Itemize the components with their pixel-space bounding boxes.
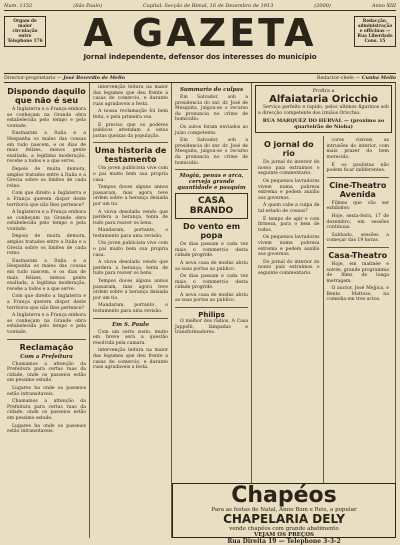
newspaper-page bbox=[4, 3, 396, 545]
chapelaria-ad bbox=[172, 483, 396, 545]
price-label: (2000) bbox=[314, 3, 331, 9]
article-headline: Dispondo daquilo que não é seu bbox=[7, 87, 86, 105]
date-line: Capital: Secção de Rimal, 16 de Dezembro de 1913 bbox=[142, 3, 274, 9]
paragraph: Os dias passam e cada vez mais o commercio desta cidade progride. bbox=[175, 242, 248, 259]
paragraph: A nova casa de modas abriu as suas portas ao publico. bbox=[175, 260, 248, 272]
staff-line bbox=[4, 74, 396, 83]
philips-ad-title: Philips bbox=[198, 311, 225, 320]
paragraph: Hoje, sexta-feira, 17 de dezembro, em sessões continuas. bbox=[326, 213, 389, 231]
article-subhead: Summario do culpas bbox=[179, 87, 244, 93]
article-subhead: Com a Prefeitura bbox=[20, 353, 73, 360]
ear-box-left: Orgam de maior circulação entre Telephone 176 bbox=[4, 16, 46, 47]
paragraph: A nossa reclamação foi bem feita, e pela primeira vez. bbox=[93, 109, 168, 120]
paragraph: Os pequenos lavradores vivem numa pobreza extrema e pedem auxilio aos governos. bbox=[258, 235, 320, 258]
paragraph: Com que direito a Inglaterra e a França querem dispor deste territorio que não lhes pertence? bbox=[7, 294, 86, 311]
ad-text: Para as festas de Natal, Anno Bom e Reis, a popular bbox=[211, 507, 357, 513]
paragraph: Os autos foram enviados ao juizo competente. bbox=[175, 124, 248, 136]
ad-address: RUA MARQUEZ DO HERVAL — (proximo ao quarteirão de Nioba) bbox=[262, 118, 385, 131]
paragraph: E os paulistas não podem ficar indiferentes. bbox=[326, 162, 389, 174]
article-headline: Uma historia de testamento bbox=[94, 146, 167, 165]
paragraph: Lugares ha onde os passeios estão intransitaveis. bbox=[7, 423, 86, 435]
paragraph: A Inglaterra e a França embora se conheçam na Grande obra estabelecida pelo tempo e pela vontade. bbox=[7, 313, 86, 335]
article-headline: Reclamação bbox=[19, 342, 74, 352]
paragraph: E preciso que os poderes publicos attendam a estas justas queixas da população. bbox=[93, 122, 168, 139]
year-label: Anno XIII bbox=[371, 3, 396, 9]
issue-number: Num. 1152 bbox=[4, 3, 33, 9]
paragraph: Do jornal do interior do nosso paiz extraimos o seguinte commentario. bbox=[258, 160, 320, 177]
newspaper-title: A GAZETA bbox=[83, 11, 317, 55]
paragraph: Depois de muita demora, amplos tratados entre a Italia e a Grecia sobre os limites de cada reino. bbox=[7, 234, 86, 257]
paragraph: cores visiveis as intrusões do interior, com mais prazer do bem merecido. bbox=[326, 138, 389, 160]
paragraph: Chamamos a attenção da Prefeitura para certas ruas da cidade, onde os passeios estão em pessimo estado. bbox=[7, 399, 86, 421]
divider bbox=[175, 307, 248, 308]
divider bbox=[175, 169, 248, 170]
ad-name: CASA BRANDO bbox=[189, 196, 234, 217]
article-columns bbox=[4, 83, 396, 545]
paragraph: Tempos doces alguns annos passaram, mas agora teve ordem sobre a herança deixada por um tio. bbox=[93, 279, 168, 301]
paragraph: Ensinaram a Italia e a Hespanha os males das cousas em tudo nascem, e os dias de mais felizes, menos gente exaltada, a legitima moderação, recebe a todos e a que serve. bbox=[7, 131, 86, 165]
ad-title: Chapéos bbox=[231, 483, 337, 508]
divider bbox=[327, 177, 389, 178]
ad-text: Serviço perfeito e rapido, pelos ultimos figurinos sob a direcção competente dos irmãos Oricchio. bbox=[258, 105, 389, 116]
paragraph: A Inglaterra e a França embora se conheçam na Grande obra estabelecida pelo tempo e pela vontade. bbox=[7, 210, 86, 232]
article-headline: Do vento em popa bbox=[182, 222, 241, 241]
paragraph: Os pequenos lavradores vivem numa pobreza extrema e pedem auxilio aos governos. bbox=[258, 178, 320, 201]
alfaiataria-ad bbox=[255, 85, 392, 133]
column-4-split bbox=[255, 136, 392, 536]
city-label: (São Paulo) bbox=[73, 3, 103, 9]
paragraph: Em Salvador, sob a presidencia do snr. dr. José de Mesquita, julgou-se o recurso da pronuncia no crime de homicidio. bbox=[175, 95, 248, 123]
divider bbox=[93, 318, 168, 319]
paragraph: É tempo de agir e com firmeza, para o bem de todos. bbox=[258, 216, 320, 233]
paragraph: Com um certo susto, muito em breve será a questão resolvida pela camara. bbox=[93, 329, 168, 346]
masthead bbox=[4, 13, 396, 74]
masthead-dateline bbox=[4, 3, 396, 11]
paragraph: Ensinaram a Italia e a Hespanha os males das cousas em tudo nascem, e os dias de mais felizes, menos gente exaltada, a legitima moderação, recebe a todos e a que serve. bbox=[7, 258, 86, 292]
newspaper-subtitle: Jornal independente, defensor dos interesses do município bbox=[83, 53, 317, 61]
paragraph: O melhor dos radios, A Casa Jappelli, lâmpadas e transformadores. bbox=[175, 319, 248, 336]
column-1 bbox=[4, 83, 90, 538]
director-credit: Director-proprietario — José Bezerdio de Mello bbox=[4, 75, 125, 81]
column-3 bbox=[172, 83, 252, 538]
article-subhead: Em S. Paulo bbox=[112, 321, 149, 328]
ad-name: Alfaiataria Oricchio bbox=[269, 94, 378, 105]
column-4b bbox=[324, 136, 392, 536]
paragraph: intervenção leitura na maior das legumes que deu frente a casas de comercio, e durante ruas agradaveis a festa. bbox=[93, 348, 168, 371]
column-2 bbox=[90, 83, 172, 538]
paragraph: Depois de muita demora, amplos tratados entre a Italia e a Grecia sobre os limites de cada reino. bbox=[7, 166, 86, 189]
paragraph: Um joven publicista vive com o pai muito bem sua propria casa. bbox=[93, 241, 168, 258]
paragraph: A viuva desolada vendo que perdera a herança, tenta de tudo para reaver os bens. bbox=[93, 209, 168, 226]
paragraph: Chamamos a attenção da Prefeitura para certas ruas da cidade, onde os passeios estão em pessimo estado. bbox=[7, 361, 86, 384]
paragraph: Filmes que vão ser exhibidos: bbox=[326, 200, 389, 212]
ad-text: vende chapéos com grande abatimento bbox=[229, 526, 339, 532]
paragraph: A viuva desolada vendo que perdera a herança, tenta de tudo para reaver os bens. bbox=[93, 260, 168, 277]
ad-text: VEJAM OS PREÇOS bbox=[253, 532, 315, 538]
ear-box-right: Redacção, administração e officinas — Rua Liberdade Cons. 15 bbox=[354, 16, 396, 47]
column-4 bbox=[252, 83, 396, 538]
article-headline: Casa-Theatro bbox=[328, 250, 388, 260]
paragraph: Tempos doces alguns annos passaram, mas agora teve ordem sobre a herança deixada por um tio. bbox=[93, 185, 168, 207]
paragraph: Lugares ha onde os passeios estão intransitaveis. bbox=[7, 385, 86, 397]
paragraph: Um joven publicista vive com o pai muito bem sua propria casa. bbox=[93, 166, 168, 183]
editor-credit: Redactor-chefe — Cunha Mello bbox=[316, 75, 396, 81]
paragraph: intervenção leitura na maior das legumes que deu frente a casas de comercio, e durante ruas agradaveis a festa. bbox=[93, 85, 168, 107]
article-headline: O jornal do rio bbox=[263, 140, 314, 159]
paragraph: Do jornal do interior do nosso paiz extraimos o seguinte commentario. bbox=[258, 259, 320, 276]
paragraph: Com que direito a Inglaterra e a França querem dispor deste territorio que não lhes pertence? bbox=[7, 191, 86, 208]
divider bbox=[327, 247, 389, 248]
article-headline: Cine-Theatro Avenida bbox=[329, 180, 387, 199]
ad-address: Rua Direita 19 — Telephone 3-3-2 bbox=[227, 538, 341, 545]
divider bbox=[7, 339, 86, 340]
paragraph: Sabbado, sessões a começar das 19 horas. bbox=[326, 232, 389, 244]
paragraph: Em Salvador, sob a presidencia do snr. dr. José de Mesquita, julgou-se o recurso da pronuncia no crime de homicidio. bbox=[175, 138, 248, 166]
paragraph: Mandaram, portanto, o testamento para uma revisão. bbox=[93, 228, 168, 239]
paragraph: A Inglaterra e a França embora se conheçam na Grande obra estabelecida pelo tempo e pela vontade. bbox=[7, 107, 86, 129]
paragraph: O auctor, José Mejjica, e Bento Mattoso, na comedia em tres actos. bbox=[326, 286, 389, 303]
divider bbox=[93, 142, 168, 143]
paragraph: Os dias passam e cada vez mais o commercio desta cidade progride. bbox=[175, 274, 248, 291]
paragraph: A nova casa de modas abriu as suas portas ao publico. bbox=[175, 292, 248, 304]
article-subhead: Mogiú, penas e arca, cerveja grande quantidade e pasquim bbox=[177, 173, 246, 192]
casa-brando-ad bbox=[175, 193, 248, 219]
paragraph: Mandaram, portanto, o testamento para uma revisão. bbox=[93, 303, 168, 314]
column-4a bbox=[255, 136, 324, 536]
ad-name: CHAPELARIA DELY bbox=[223, 512, 345, 526]
paragraph: Hoje, em matinée e soirée, grande programma de films de longa metragem. bbox=[326, 261, 389, 284]
ad-lead: Profira a bbox=[312, 88, 335, 94]
paragraph: Á quem cabe a culpa de tal estado de cousas? bbox=[258, 203, 320, 214]
